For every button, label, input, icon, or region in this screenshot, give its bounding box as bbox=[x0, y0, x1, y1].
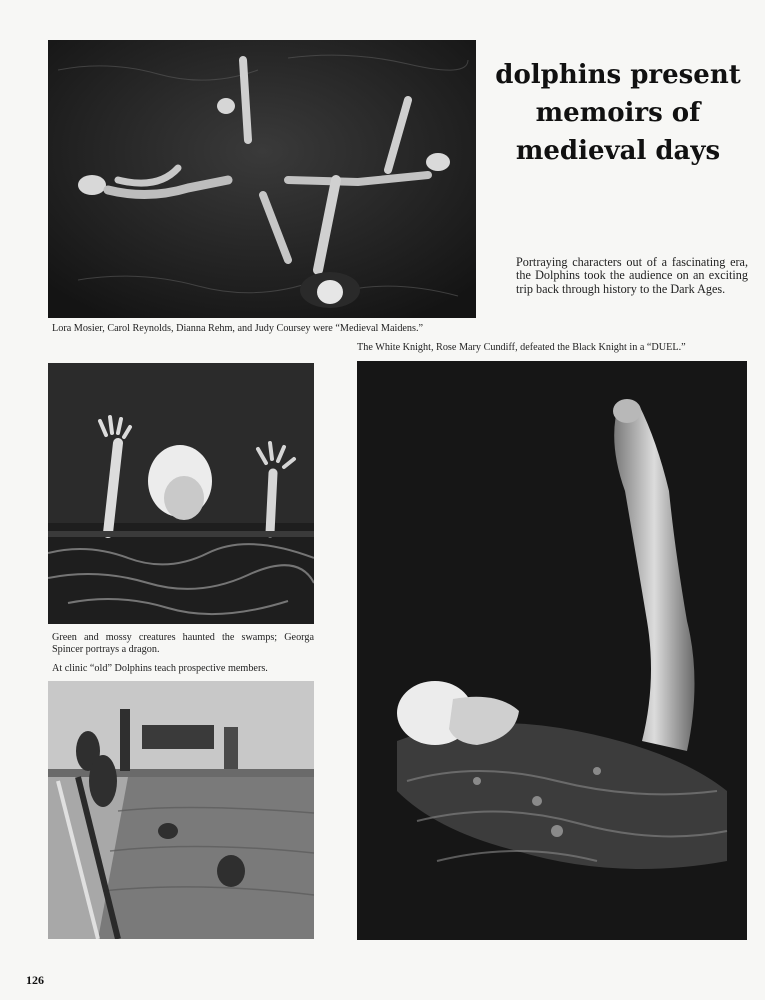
photo-dolphins-clinic bbox=[48, 681, 314, 939]
headline-line-3: medieval days bbox=[515, 136, 721, 166]
photo-white-knight bbox=[357, 361, 747, 940]
caption-white-knight: The White Knight, Rose Mary Cundiff, defeated the Black Knight in a “DUEL.” bbox=[357, 342, 686, 353]
headline-line-1: dolphins present bbox=[495, 60, 741, 90]
caption-medieval-maidens: Lora Mosier, Carol Reynolds, Dianna Rehm, and Judy Coursey were “Medieval Maidens.” bbox=[52, 323, 424, 334]
caption-clinic: At clinic “old” Dolphins teach prospective members. bbox=[52, 663, 268, 674]
photo-medieval-maidens bbox=[48, 40, 476, 318]
page-number: 126 bbox=[26, 973, 44, 987]
headline-line-2: memoirs of bbox=[535, 98, 701, 128]
article-headline bbox=[484, 56, 752, 170]
caption-swamp-creatures: Green and mossy creatures haunted the swamps; Georga Spincer portrays a dragon. bbox=[52, 632, 314, 656]
photo-swamp-creature bbox=[48, 363, 314, 624]
article-intro: Portraying characters out of a fascinating era, the Dolphins took the audience on an exciting trip back through history to the Dark Ages. bbox=[516, 255, 748, 296]
